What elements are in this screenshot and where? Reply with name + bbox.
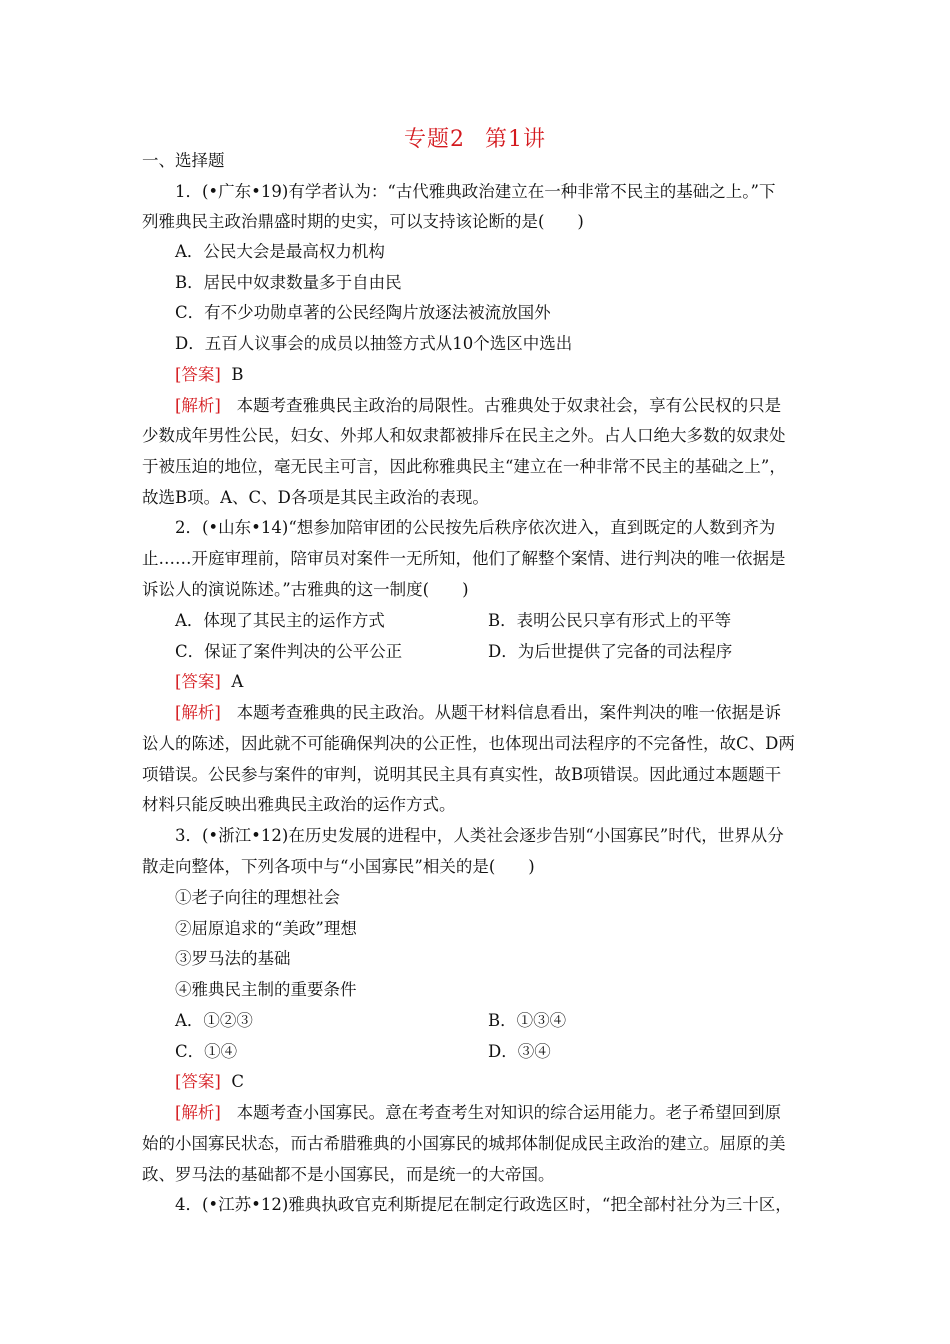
q3-item-2: ②屈原追求的“美政”理想	[175, 919, 357, 938]
q2-option-c: C．保证了案件判决的公平公正	[175, 642, 403, 661]
q3-option-a: A．①②③	[175, 1011, 253, 1030]
q3-option-d: D．③④	[488, 1042, 551, 1061]
answer-tag: [答案]	[175, 365, 221, 384]
q3-answer	[175, 1071, 845, 1093]
analysis-tag: [解析]	[175, 703, 221, 722]
q2-option-d: D．为后世提供了完备的司法程序	[488, 642, 733, 661]
q1-option-d: D．五百人议事会的成员以抽签方式从10个选区中选出	[175, 334, 573, 353]
answer-tag: [答案]	[175, 1072, 221, 1091]
q1-answer	[175, 364, 845, 386]
q3-option-c: C．①④	[175, 1042, 238, 1061]
title-topic: 专题2	[404, 127, 465, 152]
title-lecture: 第1讲	[485, 127, 546, 152]
q3-item-3: ③罗马法的基础	[175, 949, 291, 968]
page-title	[0, 122, 950, 153]
q2-option-b: B．表明公民只享有形式上的平等	[488, 611, 732, 630]
q2-analysis-line2: 讼人的陈述，因此就不可能确保判决的公正性，也体现出司法程序的不完备性，故C、D两	[142, 734, 795, 753]
answer-value: B	[231, 365, 244, 384]
analysis-tag: [解析]	[175, 396, 221, 415]
q3-stem-line1: 3．(•浙江•12)在历史发展的进程中，人类社会逐步告别“小国寡民”时代，世界从分	[175, 826, 784, 845]
q2-analysis-line4: 材料只能反映出雅典民主政治的运作方式。	[142, 795, 456, 814]
q2-analysis-line1	[175, 702, 845, 724]
q3-option-b: B．①③④	[488, 1011, 567, 1030]
answer-value: C	[231, 1072, 244, 1091]
q3-item-4: ④雅典民主制的重要条件	[175, 980, 357, 999]
q1-analysis-line3: 于被压迫的地位，毫无民主可言，因此称雅典民主“建立在一种非常不民主的基础之上”，	[142, 457, 786, 476]
q1-analysis-line2: 少数成年男性公民，妇女、外邦人和奴隶都被排斥在民主之外。占人口绝大多数的奴隶处	[142, 426, 786, 445]
q1-option-b: B．居民中奴隶数量多于自由民	[175, 273, 402, 292]
q2-analysis-line3: 项错误。公民参与案件的审判，说明其民主具有真实性，故B项错误。因此通过本题题干	[142, 765, 782, 784]
q1-option-c: C．有不少功勋卓著的公民经陶片放逐法被流放国外	[175, 303, 551, 322]
q2-stem-line3: 诉讼人的演说陈述。”古雅典的这一制度( )	[142, 580, 469, 599]
analysis-text: 本题考查小国寡民。意在考查考生对知识的综合运用能力。老子希望回到原	[236, 1103, 782, 1122]
q3-item-1: ①老子向往的理想社会	[175, 888, 340, 907]
q1-stem-line1: 1．(•广东•19)有学者认为：“古代雅典政治建立在一种非常不民主的基础之上。”下	[175, 182, 776, 201]
q2-option-a: A．体现了其民主的运作方式	[175, 611, 385, 630]
q2-stem-line1: 2．(•山东•14)“想参加陪审团的公民按先后秩序依次进入，直到既定的人数到齐为	[175, 518, 776, 537]
q3-analysis-line2: 始的小国寡民状态，而古希腊雅典的小国寡民的城邦体制促成民主政治的建立。屈原的美	[142, 1134, 786, 1153]
q3-stem-line2: 散走向整体，下列各项中与“小国寡民”相关的是( )	[142, 857, 535, 876]
q1-analysis-line4: 故选B项。A、C、D各项是其民主政治的表现。	[142, 488, 489, 507]
analysis-text: 本题考查雅典民主政治的局限性。古雅典处于奴隶社会，享有公民权的只是	[236, 396, 782, 415]
q3-analysis-line1	[175, 1102, 845, 1124]
q4-stem-line1: 4．(•江苏•12)雅典执政官克利斯提尼在制定行政选区时，“把全部村社分为三十区，	[175, 1195, 792, 1214]
q1-option-a: A．公民大会是最高权力机构	[175, 242, 385, 261]
analysis-tag: [解析]	[175, 1103, 221, 1122]
answer-value: A	[231, 672, 244, 691]
q3-analysis-line3: 政、罗马法的基础都不是小国寡民，而是统一的大帝国。	[142, 1165, 555, 1184]
q2-answer	[175, 671, 845, 693]
answer-tag: [答案]	[175, 672, 221, 691]
q1-stem-line2: 列雅典民主政治鼎盛时期的史实，可以支持该论断的是( )	[142, 212, 584, 231]
q1-analysis-line1	[175, 395, 845, 417]
q2-stem-line2: 止……开庭审理前，陪审员对案件一无所知，他们了解整个案情、进行判决的唯一依据是	[142, 549, 786, 568]
section-heading: 一、选择题	[142, 151, 225, 170]
analysis-text: 本题考查雅典的民主政治。从题干材料信息看出，案件判决的唯一依据是诉	[236, 703, 782, 722]
